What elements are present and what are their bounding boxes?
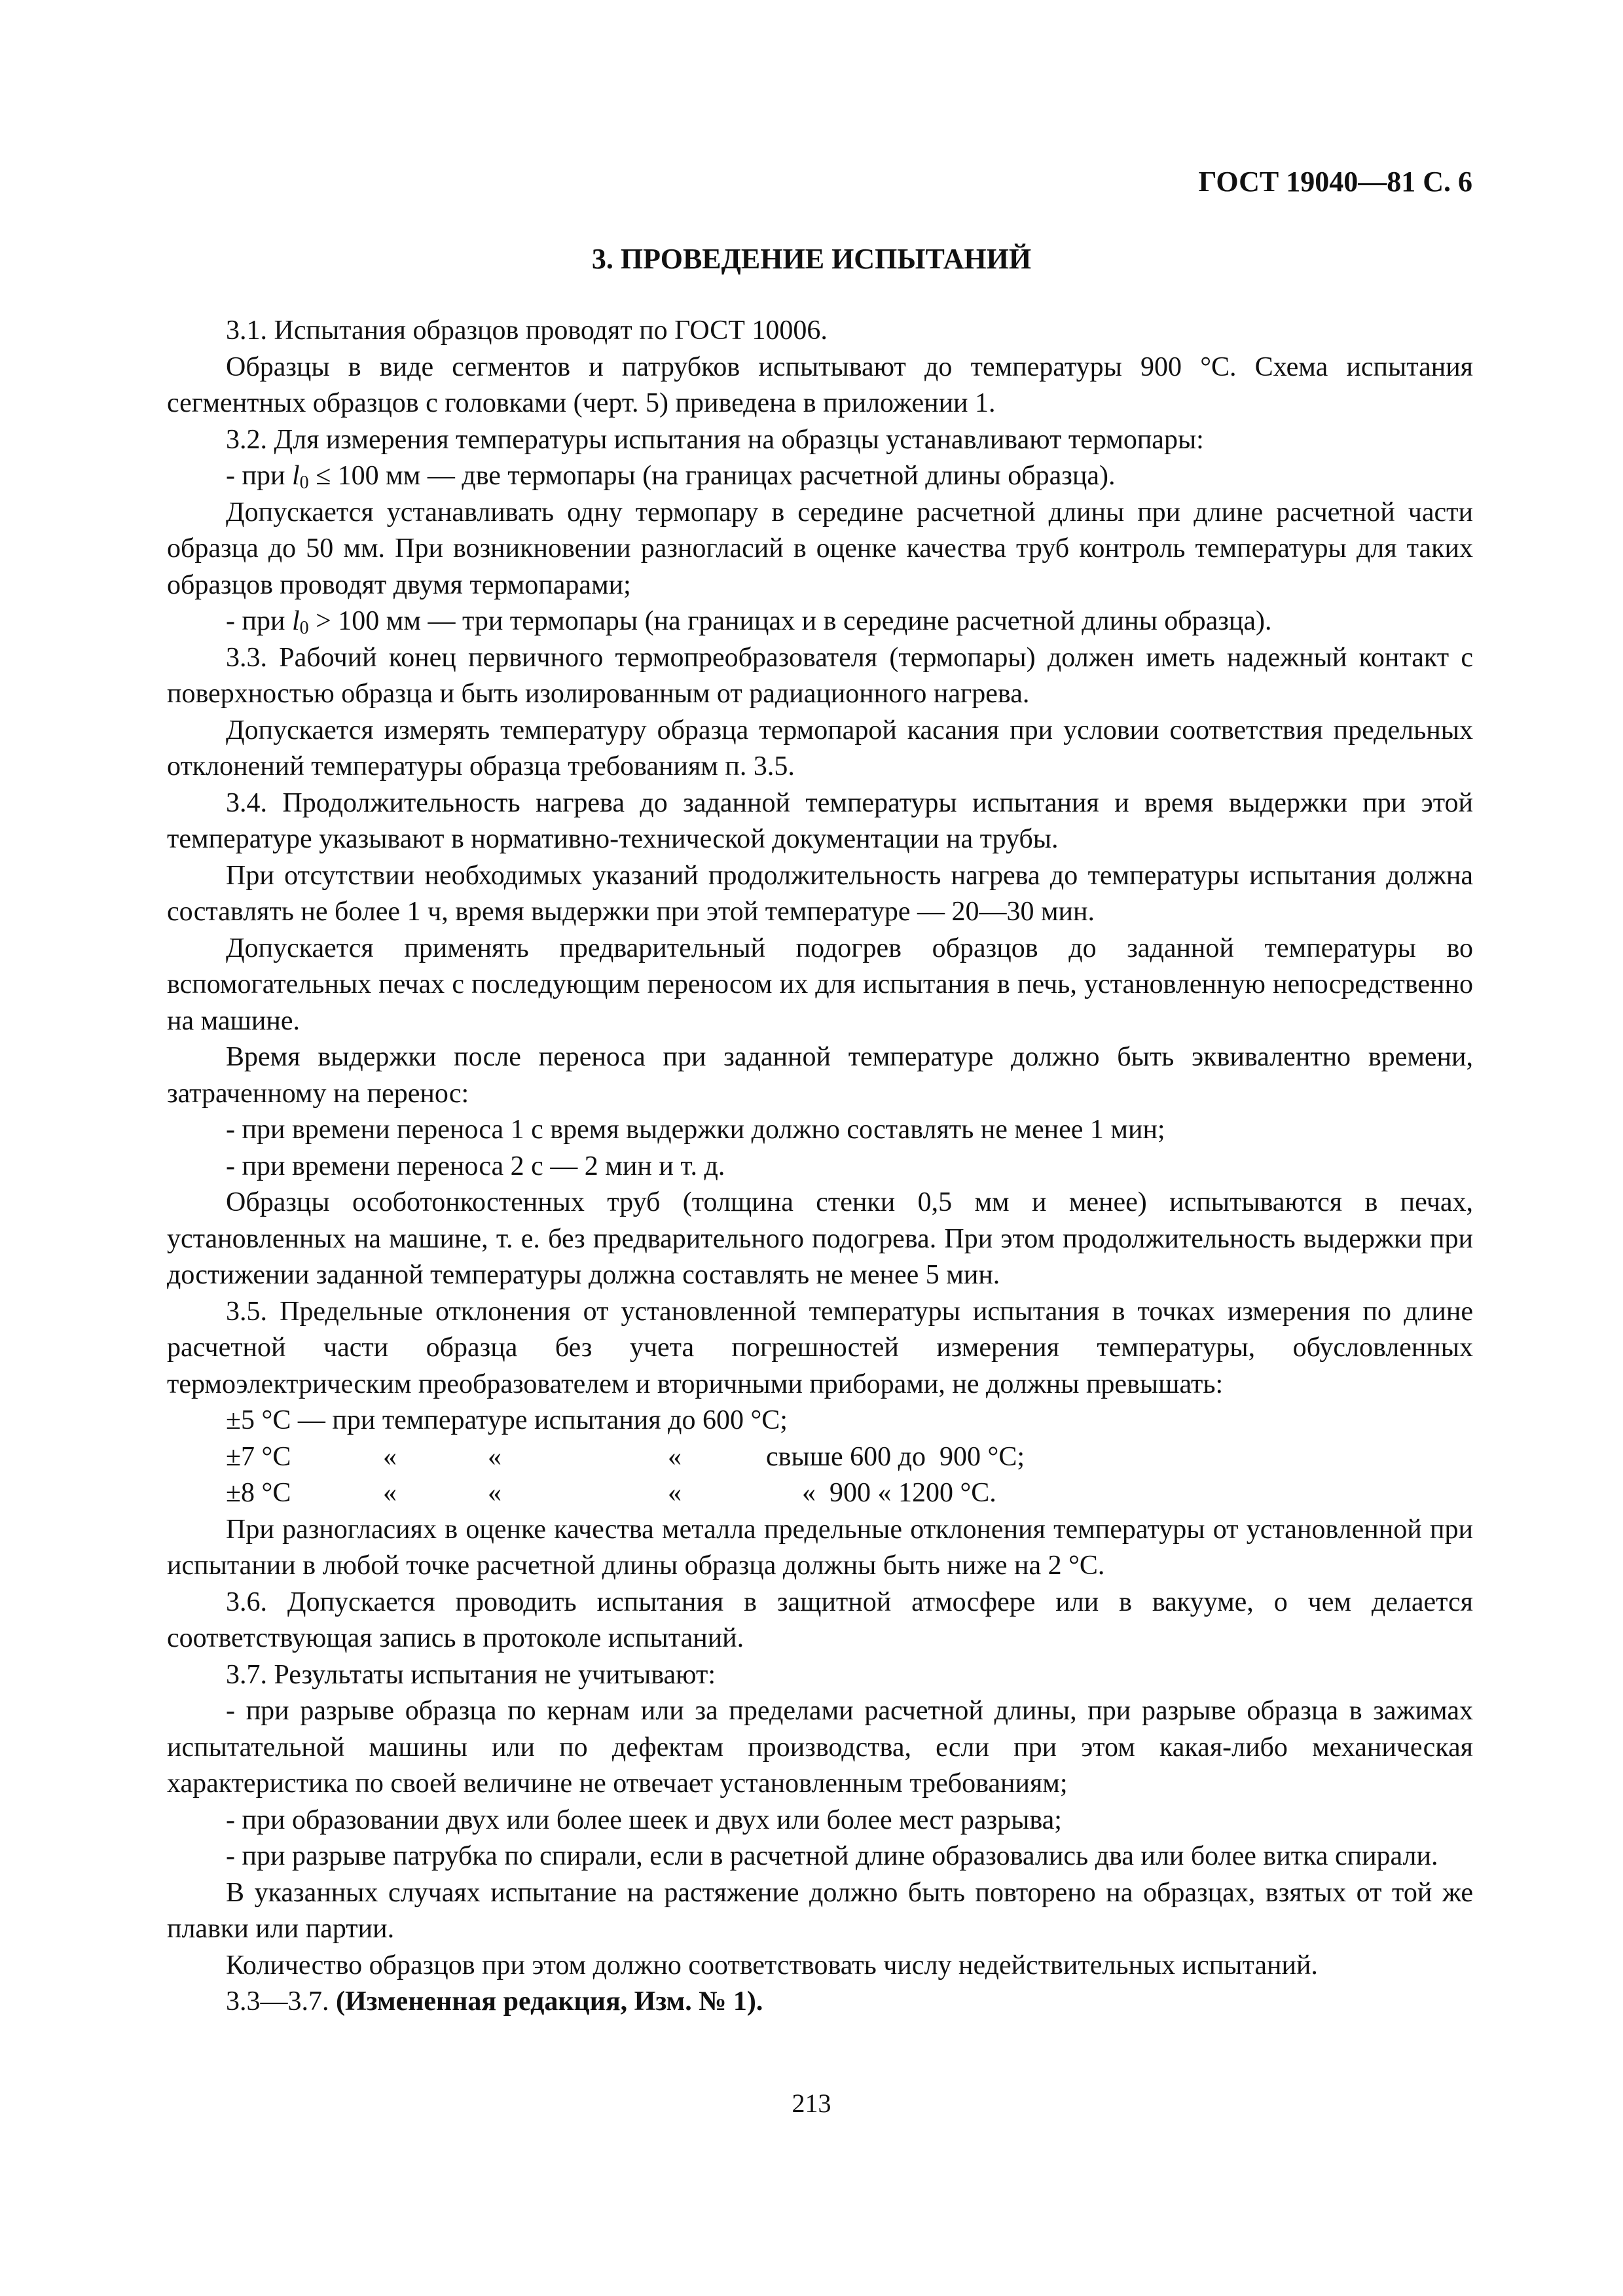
document-header: ГОСТ 19040—81 С. 6 — [1198, 166, 1472, 198]
paragraph: - при разрыве патрубка по спирали, если в расчетной длине образовались два или более витка спирали. — [226, 1841, 1438, 1871]
amendment-note: 3.3—3.7. (Измененная редакция, Изм. № 1). — [226, 1986, 763, 2017]
tolerance-line: ±5 °С — при температуре испытания до 600 °С; — [226, 1405, 788, 1435]
paragraph: - при образовании двух или более шеек и двух или более мест разрыва; — [226, 1804, 1062, 1835]
paragraph: 3.5. Предельные отклонения от установленной температуры испытания в точках измерения по длине расчетной части образца без учета погрешностей измерения температуры, обусловленных термоэлектрическим преобразователем и вторичными приборами, не должны превышать: — [167, 1296, 1473, 1399]
paragraph: При разногласиях в оценке качества металла предельные отклонения температуры от установленной при испытании в любой точке расчетной длины образца должны быть ниже на 2 °С. — [167, 1514, 1473, 1581]
ditto-mark: « — [383, 1441, 397, 1472]
ditto-mark: « — [668, 1441, 682, 1472]
paragraph: - при $l_0 > 100$ мм — три термопары (на границах и в середине расчетной длины образца). — [226, 606, 1272, 638]
paragraph: 3.1. Испытания образцов проводят по ГОСТ 10006. — [226, 315, 828, 346]
ditto-mark: « — [383, 1478, 397, 1508]
paragraph: В указанных случаях испытание на растяжение должно быть повторено на образцах, взятых от той же плавки или партии. — [167, 1877, 1473, 1944]
ditto-mark: « — [488, 1441, 501, 1472]
tolerance-row — [226, 1439, 1473, 1476]
paragraph: Допускается устанавливать одну термопару в середине расчетной длины при длине расчетной части образца до 50 мм. При возникновении разногласий в оценке качества труб контроль температуры для таких образцов проводят двумя термопарами; — [167, 497, 1473, 600]
paragraph: При отсутствии необходимых указаний продолжительность нагрева до температуры испытания должна составлять не более 1 ч, время выдержки при этой температуре — 20—30 мин. — [167, 860, 1473, 927]
paragraph: Допускается применять предварительный подогрев образцов до заданной температуры во вспомогательных печах с последующим переносом их для испытания в печь, установленную непосредственно на машине. — [167, 933, 1473, 1036]
paragraph: 3.4. Продолжительность нагрева до заданной температуры испытания и время выдержки при этой температуре указывают в нормативно-технической документации на трубы. — [167, 787, 1473, 854]
paragraph: 3.6. Допускается проводить испытания в защитной атмосфере или в вакууме, о чем делается соответствующая запись в протоколе испытаний. — [167, 1587, 1473, 1653]
paragraph: Образцы особотонкостенных труб (толщина стенки 0,5 мм и менее) испытываются в печах, установленных на машине, т. е. без предварительного подогрева. При этом продолжительность выдержки при достижении заданной температуры должна составлять не менее 5 мин. — [167, 1187, 1473, 1290]
paragraph: Время выдержки после переноса при заданной температуре должно быть эквивалентно времени, затраченному на перенос: — [167, 1042, 1473, 1109]
paragraph: - при разрыве образца по кернам или за пределами расчетной длины, при разрыве образца в зажимах испытательной машины или по дефектам производства, если при этом какая-либо механическая характеристика по своей величине не отвечает установленным требованиям; — [167, 1696, 1473, 1799]
paragraph: 3.7. Результаты испытания не учитывают: — [226, 1659, 716, 1690]
tolerance-range: « 900 « 1200 °С. — [802, 1478, 996, 1508]
paragraph: 3.2. Для измерения температуры испытания на образцы устанавливают термопары: — [226, 424, 1204, 455]
tolerance-range: свыше 600 до 900 °С; — [766, 1441, 1025, 1472]
paragraph: - при времени переноса 1 с время выдержки должно составлять не менее 1 мин; — [226, 1115, 1165, 1145]
section-title: 3. ПРОВЕДЕНИЕ ИСПЫТАНИЙ — [591, 243, 1032, 275]
paragraph: - при времени переноса 2 с — 2 мин и т. д. — [226, 1151, 725, 1181]
tolerance-value: ±7 °С — [226, 1441, 291, 1472]
paragraph: Допускается измерять температуру образца термопарой касания при условии соответствия предельных отклонений температуры образца требованиям п. 3.5. — [167, 715, 1473, 781]
paragraph: Количество образцов при этом должно соответствовать числу недействительных испытаний. — [226, 1950, 1318, 1981]
tolerance-row — [226, 1475, 1473, 1512]
paragraph: - при $l_0 \le 100$ мм — две термопары (на границах расчетной длины образца). — [226, 461, 1116, 493]
document-body — [167, 313, 1473, 2020]
paragraph: Образцы в виде сегментов и патрубков испытывают до температуры 900 °С. Схема испытания сегментных образцов с головками (черт. 5) приведена в приложении 1. — [167, 351, 1473, 418]
tolerance-value: ±8 °С — [226, 1478, 291, 1508]
paragraph: 3.3. Рабочий конец первичного термопреобразователя (термопары) должен иметь надежный контакт с поверхностью образца и быть изолированным от радиационного нагрева. — [167, 642, 1473, 709]
page-number: 213 — [792, 2089, 831, 2118]
ditto-mark: « — [488, 1478, 501, 1508]
ditto-mark: « — [668, 1478, 682, 1508]
